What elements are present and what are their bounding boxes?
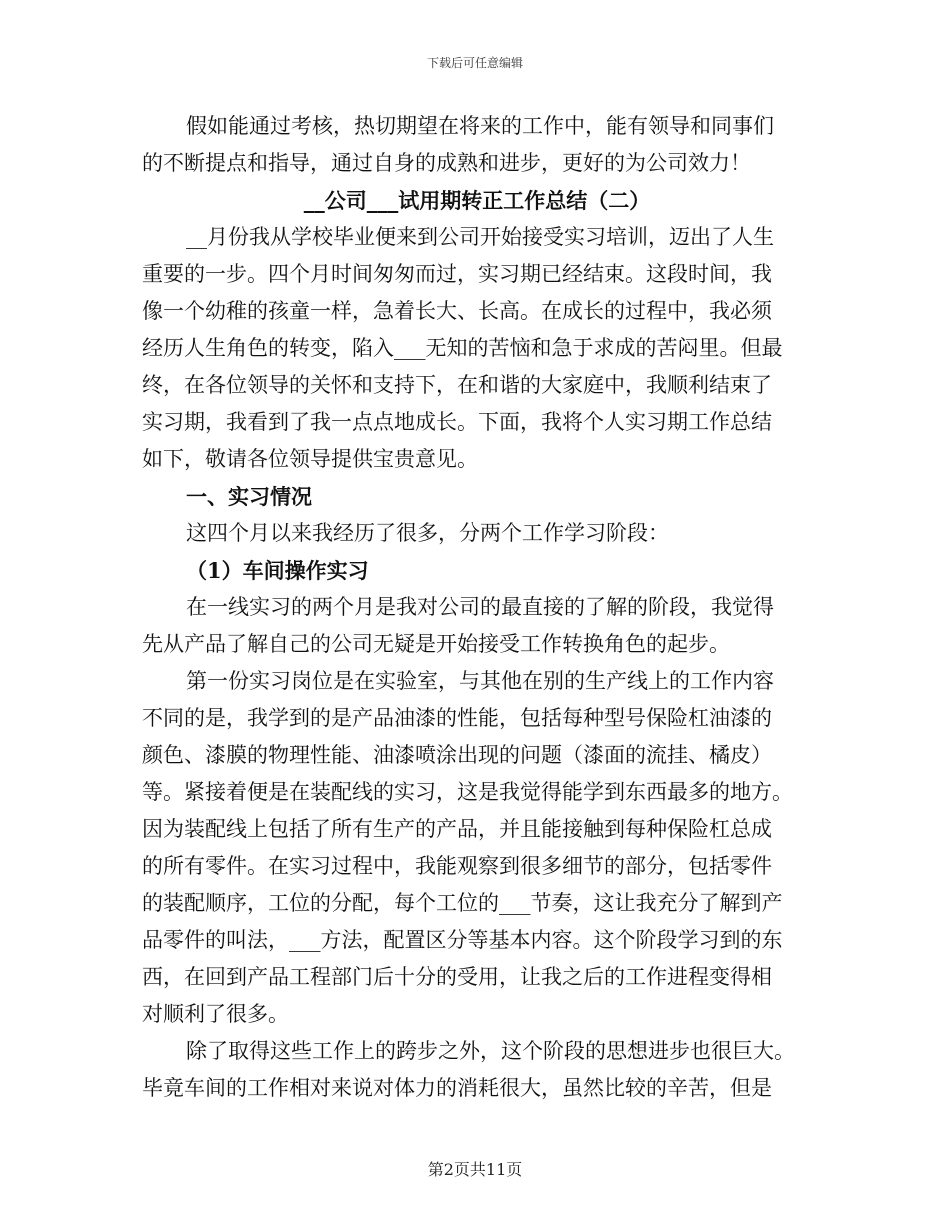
document-body xyxy=(142,108,812,1107)
body-text-line: 的装配顺序，工位的分配，每个工位的___节奏，这让我充分了解到产 xyxy=(142,891,783,915)
body-text-line: 重要的一步。四个月时间匆匆而过，实习期已经结束。这段时间，我 xyxy=(142,262,772,286)
body-text-line: 先从产品了解自己的公司无疑是开始接受工作转换角色的起步。 xyxy=(142,632,730,656)
body-text-line: 的所有零件。在实习过程中，我能观察到很多细节的部分，包括零件 xyxy=(142,854,772,878)
body-text-line: 经历人生角色的转变，陷入___无知的苦恼和急于求成的苦闷里。但最 xyxy=(142,336,783,360)
body-text-line: 这四个月以来我经历了很多，分两个工作学习阶段： xyxy=(186,521,669,545)
body-text-line: 的不断提点和指导，通过自身的成熟和进步，更好的为公司效力！ xyxy=(142,151,751,175)
body-text-line: 如下，敬请各位领导提供宝贵意见。 xyxy=(142,447,478,471)
body-text-line: 品零件的叫法，___方法，配置区分等基本内容。这个阶段学习到的东 xyxy=(142,928,783,952)
body-text-line: 实习期，我看到了我一点点地成长。下面，我将个人实习期工作总结 xyxy=(142,410,772,434)
body-text-line: 等。紧接着便是在装配线的实习，这是我觉得能学到东西最多的地方。 xyxy=(142,780,793,804)
body-text-line: 颜色、漆膜的物理性能、油漆喷涂出现的问题（漆面的流挂、橘皮） xyxy=(142,743,772,767)
section-heading: （1）车间操作实习 xyxy=(186,558,369,583)
body-text-line: 西，在回到产品工程部门后十分的受用，让我之后的工作进程变得相 xyxy=(142,965,772,989)
body-text-line: 不同的是，我学到的是产品油漆的性能，包括每种型号保险杠油漆的 xyxy=(142,706,772,730)
body-text-line: __月份我从学校毕业便来到公司开始接受实习培训，迈出了人生 xyxy=(186,225,774,249)
body-text-line: 因为装配线上包括了所有生产的产品，并且能接触到每种保险杠总成 xyxy=(142,817,772,841)
section-title: __公司___试用期转正工作总结（二） xyxy=(303,188,651,213)
body-text-line: 终，在各位领导的关怀和支持下，在和谐的大家庭中，我顺利结束了 xyxy=(142,373,772,397)
body-text-line: 像一个幼稚的孩童一样，急着长大、长高。在成长的过程中，我必须 xyxy=(142,299,772,323)
body-text-line: 对顺利了很多。 xyxy=(142,1002,289,1026)
page-number: 第2页共11页 xyxy=(427,1160,523,1179)
section-heading: 一、实习情况 xyxy=(186,484,312,509)
body-text-line: 在一线实习的两个月是我对公司的最直接的了解的阶段，我觉得 xyxy=(186,595,774,619)
body-text-line: 除了取得这些工作上的跨步之外，这个阶段的思想进步也很巨大。 xyxy=(186,1039,795,1063)
body-text-line: 第一份实习岗位是在实验室，与其他在别的生产线上的工作内容 xyxy=(186,669,774,693)
body-text-line: 毕竟车间的工作相对来说对体力的消耗很大，虽然比较的辛苦，但是 xyxy=(142,1076,772,1100)
body-text-line: 假如能通过考核，热切期望在将来的工作中，能有领导和同事们 xyxy=(186,114,774,138)
page-header-note: 下载后可任意编辑 xyxy=(426,56,523,70)
